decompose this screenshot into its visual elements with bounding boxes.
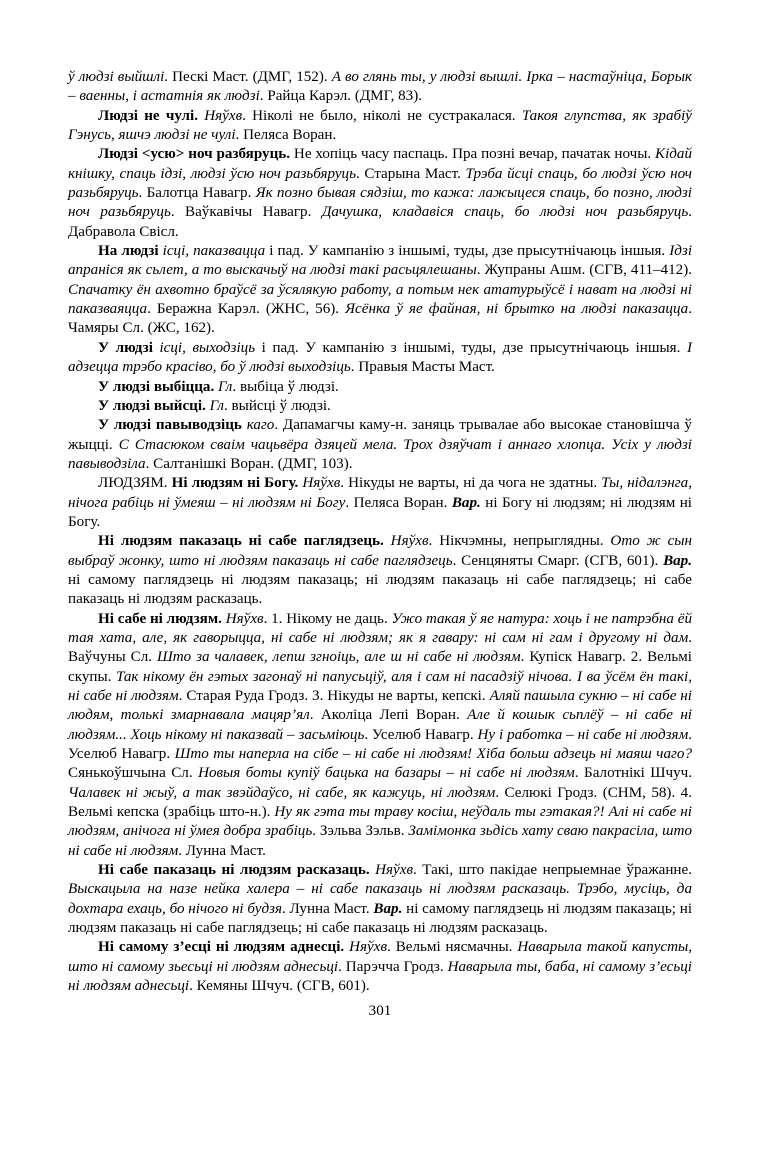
paragraph	[68, 938, 692, 996]
text-run-plain: і пад. У кампанію з іншымі, туды, дзе прысутнічаюць іншыя.	[255, 339, 687, 356]
text-run-plain: . Кемяны Шчуч. (СГВ, 601).	[189, 978, 370, 995]
text-run-italic: Як позно бывая сядзіш, то кажа: лажыцеся спаць, бо позно, людзі ноч разьбяруць	[68, 185, 692, 221]
text-run-plain: ЛЮДЗЯМ.	[98, 475, 172, 492]
text-run-plain: . Ваўчуны Сл.	[68, 629, 692, 666]
text-run-italic: Трэба йсці спаць, бо людзі ўсю ноч разьбяруць	[68, 165, 692, 202]
text-run-plain: . Лунна Маст.	[178, 842, 266, 859]
text-run-italic: ў людзі выйшлі	[68, 69, 165, 85]
text-run-italic: І адзецца трэбо красіво, бо ў людзі выходзіць	[68, 339, 692, 376]
text-run-plain: . Уселюб Навагр.	[364, 726, 478, 743]
text-run-italic: С Стасюком сваім чацьвёра дзяцей мела. Трох дзяўчат і аннаго хлопца. Усіх у людзі павыводзіла	[68, 436, 692, 472]
text-run-italic: Няўхв	[349, 939, 388, 956]
text-run-plain: . Пеляса Воран.	[235, 127, 337, 144]
text-run-plain: і пад. У кампанію з іншымі, туды, дзе прысутнічаюць іншыя.	[265, 243, 670, 260]
text-run-italic: Але й кошык сьплёў – ні сабе ні людзям... Хоць нікому ні паказвай – засьміюць	[68, 707, 693, 743]
text-run-bold: Ні самому з’есці ні людзям аднесці.	[98, 939, 345, 956]
paragraph	[68, 474, 692, 532]
text-run-plain: . Пескі Маст. (ДМГ, 152).	[164, 69, 332, 85]
text-run-plain: ні самому паглядзець ні людзям паказаць; ні людзям паказаць ні сабе паглядзець; ні сабе паказаць ні людзям расказаць.	[68, 571, 692, 608]
page-body-text	[68, 68, 692, 997]
paragraph	[68, 861, 692, 938]
text-run-bold: Ні людзям ні Богу.	[171, 475, 299, 492]
text-run-bold: Ні людзям паказаць ні сабе паглядзець.	[98, 533, 384, 550]
text-run-italic: Ідзі апраніся як сьлет, а то выскачыў на людзі такі расьцялешаны	[68, 243, 693, 279]
paragraph	[68, 107, 692, 146]
text-run-plain: . Зэльва Зэльв.	[312, 823, 409, 840]
text-run-italic: каго	[246, 417, 275, 434]
paragraph	[68, 339, 692, 378]
text-run-italic: Няўхв	[375, 862, 414, 879]
text-run-italic: Наварыла ты, баба, ні самому з’есьці ні людзям аднесьці	[68, 958, 692, 995]
text-run-bold: У людзі выйсці.	[98, 397, 206, 414]
text-run-italic: А во глянь ты, у людзі вышлі. Ірка – настаўніца, Борык – ваенны, і астатнія як людзі	[68, 69, 692, 105]
paragraph	[68, 610, 692, 861]
text-run-italic: Аляй пашыла сукню – ні сабе ні людям, толькі змарнавала мацяр’ял	[68, 688, 692, 724]
text-run-plain: . Старына Маст.	[355, 165, 466, 182]
text-run-italic: Ну і работка – ні сабе ні людзям	[477, 726, 689, 743]
text-run-plain: . Ніколі не было, ніколі не сустракалася.	[242, 107, 522, 124]
text-run-plain: . Пеляса Воран.	[345, 494, 452, 511]
text-run-plain: . 1. Нікому не даць.	[263, 610, 392, 627]
text-run-italic: Выскацыла на назе нейка халера – ні сабе паказаць ні людзям расказаць. Трэбо, мусіць, да дохтара ехаць, бо нічого ні будзя	[68, 881, 692, 917]
text-run-italic: ісці, выходзіць	[159, 339, 256, 356]
page-number: 301	[368, 1003, 392, 1019]
text-run-plain: . Нікчэмны, непрыглядны.	[428, 533, 611, 550]
text-run-bold: У людзі	[98, 339, 153, 356]
text-run-italic: Што ты наперла на сібе – ні сабе ні людзям! Хіба больш адзець ні маяш чаго?	[174, 746, 692, 763]
text-run-bold: Ні сабе ні людзям.	[98, 610, 222, 627]
text-run-bold-italic: Вар.	[451, 494, 481, 511]
text-run-plain: . Сенцяняты Смарг. (СГВ, 601).	[452, 552, 664, 569]
text-run-italic: Ото ж сын выбраў жонку, што ні людзям паказаць ні сабе паглядзець	[68, 533, 692, 569]
text-run-bold: У людзі павыводзіць	[98, 417, 242, 434]
text-run-italic: Гл	[218, 378, 233, 395]
text-run-bold: У людзі выбіцца.	[98, 378, 215, 395]
text-run-plain: . Вельмі нясмачны.	[387, 939, 518, 956]
text-run-plain: . Правыя Масты Маст.	[350, 359, 495, 376]
text-run-bold-italic: Вар.	[373, 900, 403, 917]
text-run-plain: . Ваўкавічы Навагр.	[170, 204, 322, 221]
text-run-plain: . Балотца Навагр.	[138, 185, 256, 202]
text-run-italic: Гл	[209, 397, 224, 414]
text-run-plain	[384, 533, 391, 549]
text-run-bold-italic: Вар.	[663, 552, 692, 569]
text-run-italic: Так нікому ён гэтых загонаў ні папусьціў, аля і сам ні пасадзіў нічова. І ва ўсём ён такі, ні сабе ні людзям	[68, 668, 692, 704]
paragraph	[68, 416, 692, 474]
paragraph	[68, 242, 692, 339]
text-run-plain: . выбіца ў людзі.	[232, 378, 339, 395]
text-run-plain: Не хопіць часу паспаць. Пра позні вечар, пачатак ночы.	[290, 146, 656, 163]
text-run-plain: . Лунна Маст.	[282, 900, 374, 917]
text-run-plain: . Балотнікі Шчуч.	[574, 765, 692, 782]
text-run-plain: . Салтанішкі Воран. (ДМГ, 103).	[145, 455, 353, 472]
text-run-italic: Дачушка, кладавіся спаць, бо людзі ноч разьбяруць	[321, 204, 689, 221]
text-run-plain: . Жупраны Ашм. (СГВ, 411–412).	[476, 262, 692, 279]
text-run-italic: Ужо такая ў яе натура: хоць і не патрэбна ёй тая хата, але, як гаворыцца, ні сабе ні людзям; як я гавару: ні сам ні гам і другому ні дам	[68, 610, 693, 646]
text-run-plain: . Дабравола Свісл.	[68, 204, 692, 240]
text-run-italic: Чалавек ні жыў, а так звэйдаўсо, ні сабе, як кажуць, ні людзям	[68, 784, 496, 801]
text-run-plain: . Аколіца Лепі Воран.	[309, 707, 468, 724]
paragraph	[68, 68, 692, 107]
text-run-plain: . Парэчча Гродз.	[338, 958, 448, 975]
text-run-italic: Ну як гэта ты траву косіш, неўдаль ты гэтакая?! Алі ні сабе ні людзям, анічога ні ўмея добра зрабіць	[68, 804, 692, 840]
text-run-italic: Няўхв	[204, 107, 243, 124]
text-run-plain: Сянькоўшчына Сл.	[68, 765, 199, 782]
text-run-plain: . Уселюб Навагр.	[68, 726, 692, 763]
text-run-plain: . Купіск Навагр. 2. Вельмі скупы.	[68, 649, 692, 685]
text-run-plain: . Такі, што пакідае непрыемнае ўражанне.	[413, 862, 692, 879]
paragraph	[68, 145, 692, 242]
text-run-italic: Кідай кнішку, спаць ідзі, людзі ўсю ноч разьбяруць	[68, 146, 692, 182]
text-run-italic: Ты, нідалэнга, нічога рабіць ні ўмеяш – ні людзям ні Богу	[68, 475, 692, 511]
text-run-plain: . Беражна Карэл. (ЖНС, 56).	[147, 301, 346, 318]
text-run-italic: Ясёнка ў яе файная, ні брытко на людзі паказацца	[345, 301, 689, 318]
text-run-italic: Няўхв	[302, 475, 341, 492]
text-run-plain: . выйсці ў людзі.	[224, 397, 331, 414]
text-run-italic: Наварыла такой капусты, што ні самому зьесьці ні людзям аднесьці	[68, 939, 692, 975]
text-run-bold: Людзі <усю> ноч разбяруць.	[98, 146, 291, 163]
text-run-italic: Што за чалавек, лепш згноіць, але ш ні сабе ні людзям	[156, 649, 521, 666]
text-run-plain: . Старая Руда Гродз. 3. Нікуды не варты, кепскі.	[178, 688, 490, 704]
text-run-italic: Няўхв	[225, 610, 264, 627]
text-run-italic: Замімонка зьдісь хату сваю пакрасіла, што ні сабе ні людзям	[68, 823, 692, 859]
text-run-plain: ні Богу ні людзям; ні людзям ні Богу.	[68, 494, 692, 530]
text-run-bold: Ні сабе паказаць ні людзям расказаць.	[98, 862, 370, 879]
text-run-italic: Няўхв	[390, 533, 429, 550]
text-run-italic: Такоя глупства, як зрабіў Гэнусь, яшчэ людзі не чулі	[68, 107, 693, 144]
paragraph	[68, 397, 692, 416]
text-run-plain: . Чамяры Сл. (ЖС, 162).	[68, 301, 693, 337]
text-run-bold: На людзі	[98, 243, 159, 260]
paragraph	[68, 378, 692, 397]
text-run-plain: . Нікуды не варты, ні да чога не здатны.	[340, 475, 602, 492]
paragraph	[68, 532, 692, 609]
text-run-italic: ісці, паказвацца	[162, 243, 266, 260]
text-run-plain: . Райца Карэл. (ДМГ, 83).	[259, 88, 423, 105]
text-run-plain: . Селюкі Гродз. (СНМ, 58). 4. Вельмі кепска (зрабіць што-н.).	[68, 784, 692, 821]
text-run-plain: . Дапамагчы каму-н. заняць трывалае або высокае становішча ў жыцці.	[68, 417, 692, 453]
text-run-italic: Новыя боты купіў бацька на базары – ні сабе ні людзям	[198, 765, 575, 782]
text-run-italic: Спачатку ён ахвотно браўсё за ўсялякую работу, а потым нек ататурыўсё і нават на людзі ні паказваяцца	[68, 281, 692, 318]
text-run-bold: Людзі не чулі.	[98, 107, 198, 124]
text-run-plain: ні самому паглядзець ні людзям паказаць; ні людзям паказаць ні сабе паглядзець; ні сабе паказаць ні людзям расказаць.	[68, 900, 693, 937]
